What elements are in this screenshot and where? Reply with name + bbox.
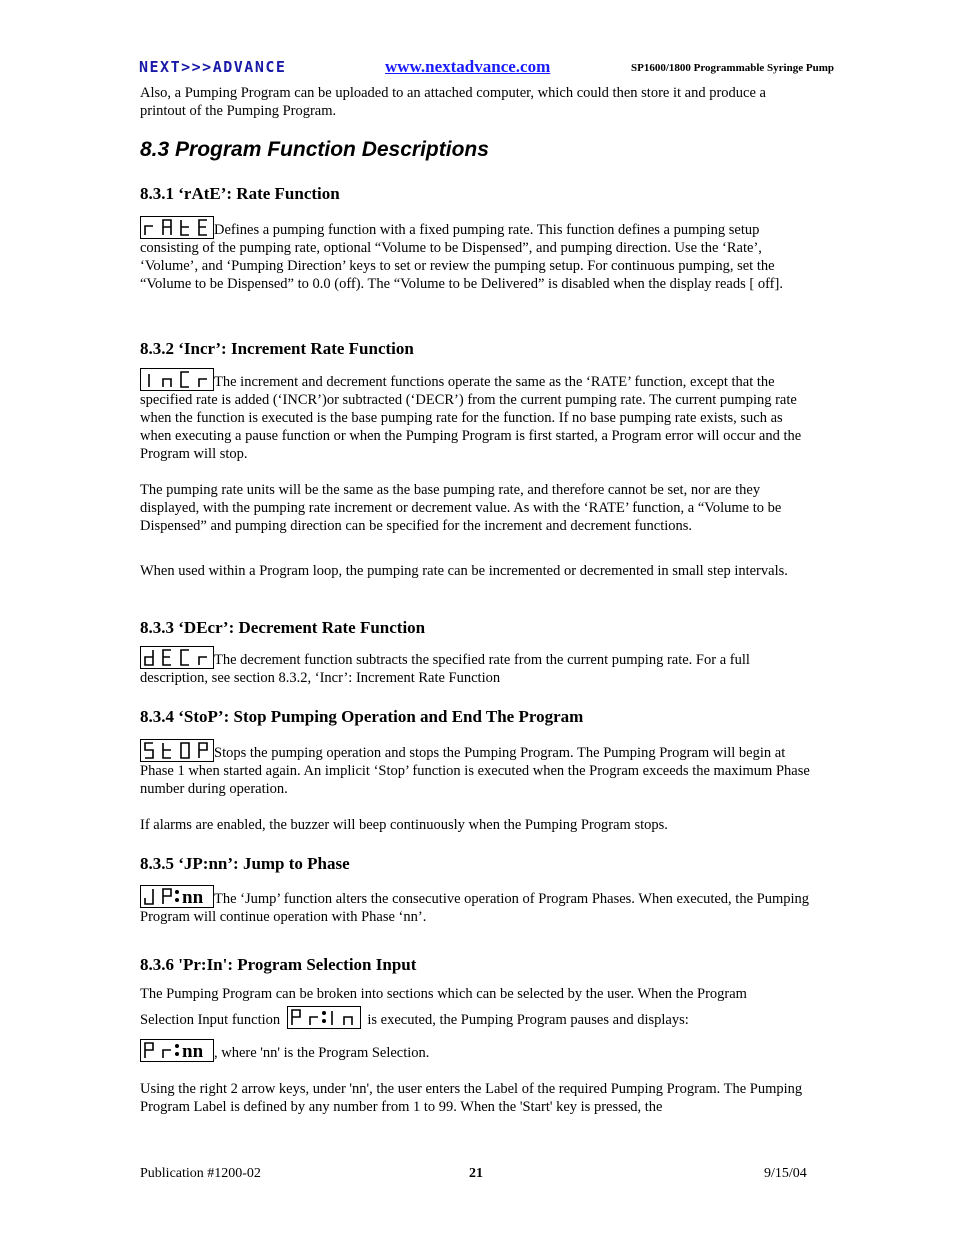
heading-8-3-1: 8.3.1 ‘rAtE’: Rate Function <box>140 184 340 203</box>
paragraph-8-3-4-a: Stops the pumping operation and stops the Pumping Program. The Pumping Program will begin at Phase 1 when started again. An implicit ‘Stop’ function is executed when the Program exceeds the maximum Phase number during operation. <box>140 739 810 798</box>
lcd-display-prin <box>287 1006 361 1029</box>
lcd-display-prnn <box>140 1039 214 1062</box>
heading-8-3-4: 8.3.4 ‘StoP’: Stop Pumping Operation and End The Program <box>140 707 584 726</box>
paragraph-8-3-6-b: Selection Input function is executed, the Pumping Program pauses and displays: <box>140 1006 810 1029</box>
lcd-display-stop <box>140 739 214 762</box>
company-logo: NEXT>>>ADVANCE <box>139 58 287 76</box>
section-title: 8.3 Program Function Descriptions <box>140 138 489 161</box>
paragraph-8-3-6-a: The Pumping Program can be broken into sections which can be selected by the user. When the Program <box>140 986 747 1002</box>
intro-paragraph: Also, a Pumping Program can be uploaded to an attached computer, which could then store it and produce a printout of the Pumping Program. <box>140 85 766 119</box>
heading-8-3-5: 8.3.5 ‘JP:nn’: Jump to Phase <box>140 854 350 873</box>
document-title: SP1600/1800 Programmable Syringe Pump <box>631 62 834 74</box>
paragraph-8-3-6-c: nn , where 'nn' is the Program Selection. <box>140 1039 810 1062</box>
paragraph-8-3-6-d: Using the right 2 arrow keys, under 'nn', the user enters the Label of the required Pumping Program. The Pumping Program Label is defined by any number from 1 to 99. When the 'Start' key is pressed, the <box>140 1081 803 1115</box>
lcd-nn-text-jump: nn <box>182 887 204 906</box>
heading-8-3-6: 8.3.6 'Pr:In': Program Selection Input <box>140 955 417 974</box>
footer-page-number: 21 <box>469 1166 483 1181</box>
lcd-display-decr <box>140 646 214 669</box>
paragraph-8-3-2-a: The increment and decrement functions operate the same as the ‘RATE’ function, except that the specified rate is added (‘INCR’)or subtracted (‘DECR’) from the current pumping rate. The current pumping rate when the function is executed is the base pumping rate for the function. If no base pumping rate exists, such as when executing a pause function or when the Pumping Program is first started, a Program error will occur and the Program will stop. <box>140 368 810 463</box>
website-link[interactable]: www.nextadvance.com <box>385 57 551 76</box>
footer-date: 9/15/04 <box>764 1166 807 1181</box>
heading-8-3-2: 8.3.2 ‘Incr’: Increment Rate Function <box>140 339 414 358</box>
lcd-display-jump <box>140 885 214 908</box>
paragraph-8-3-2-b: The pumping rate units will be the same as the base pumping rate, and therefore cannot be set, nor are they displayed, with the pumping rate increment or decrement value. As with the ‘RATE’ function, a “Volume to be Dispensed” and pumping direction can be specified for the increment and decrement functions. <box>140 482 782 534</box>
heading-8-3-3: 8.3.3 ‘DEcr’: Decrement Rate Function <box>140 618 426 637</box>
paragraph-8-3-2-c: When used within a Program loop, the pumping rate can be incremented or decremented in small step intervals. <box>140 563 788 579</box>
paragraph-8-3-5: nn The ‘Jump’ function alters the consecutive operation of Program Phases. When executed, the Pumping Program will continue operation with Phase ‘nn’. <box>140 887 810 925</box>
footer-publication: Publication #1200-02 <box>140 1166 261 1181</box>
lcd-display-incr <box>140 368 214 391</box>
lcd-nn-text-prog: nn <box>182 1041 204 1060</box>
lcd-display-rate <box>140 216 214 239</box>
paragraph-8-3-1: Defines a pumping function with a fixed pumping rate. This function defines a pumping setup consisting of the pumping rate, optional “Volume to be Dispensed”, and pumping direction. Use the ‘Rate’, ‘Volume’, and ‘Pumping Direction’ keys to set or review the pumping setup. For continuous pumping, set the “Volume to be Dispensed” to 0.0 (off). The “Volume to be Delivered” is disabled when the display reads [ off]. <box>140 216 810 293</box>
paragraph-8-3-3: The decrement function subtracts the specified rate from the current pumping rate. For a full description, see section 8.3.2, ‘Incr’: Increment Rate Function <box>140 646 810 687</box>
paragraph-8-3-4-b: If alarms are enabled, the buzzer will beep continuously when the Pumping Program stops. <box>140 817 668 833</box>
